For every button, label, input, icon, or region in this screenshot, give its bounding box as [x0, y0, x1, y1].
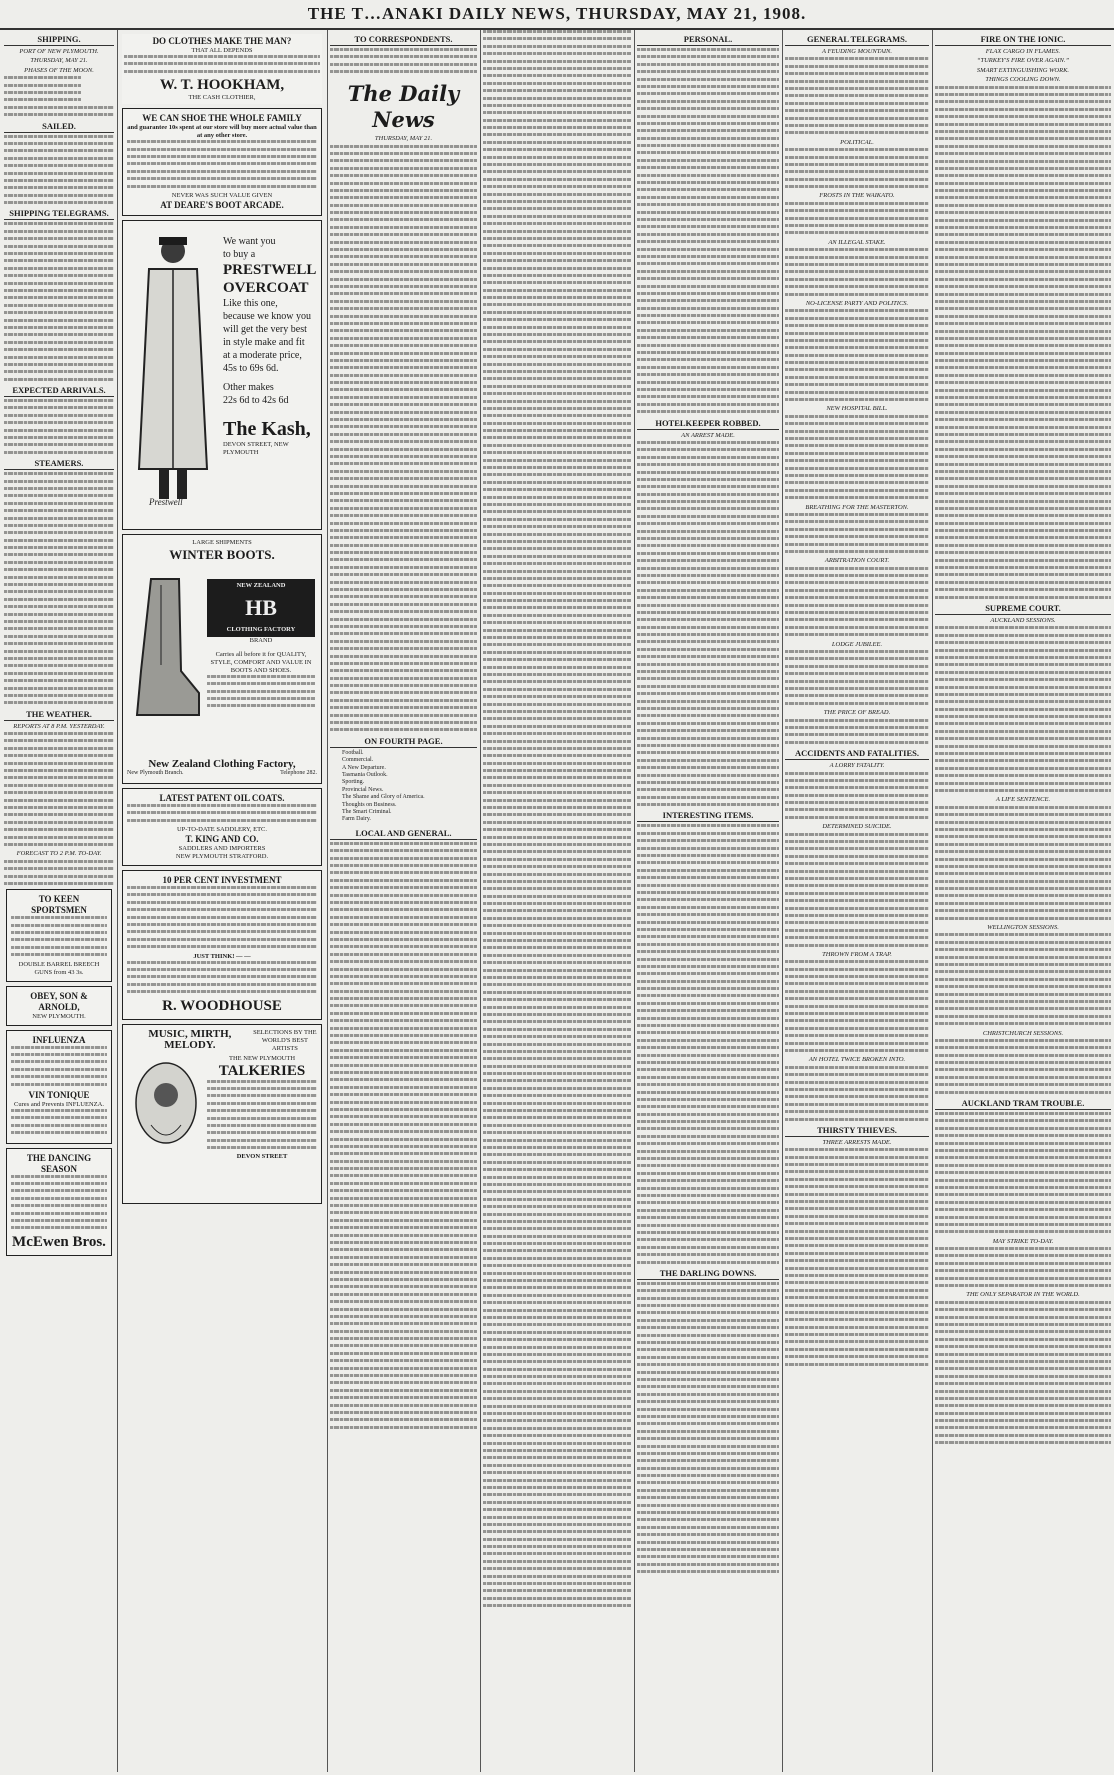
darling-downs-heading: THE DARLING DOWNS. — [637, 1268, 779, 1280]
winter-subheading: LARGE SHIPMENTS — [192, 538, 252, 546]
forecast-subheading: FORECAST TO 2 P.M. TO-DAY. — [16, 850, 102, 858]
masthead — [0, 4, 1114, 30]
fire-subheading-2: “TURKEY'S FIRE OVER AGAIN.” — [976, 57, 1070, 65]
column-fire — [935, 30, 1111, 1775]
talkeries-copy — [207, 1055, 317, 1162]
nzcf-footer-row — [127, 770, 317, 777]
reports-subheading: REPORTS AT 8 P.M. YESTERDAY. — [13, 722, 105, 730]
local-general-heading: LOCAL AND GENERAL. — [330, 828, 477, 840]
sportsmen-ad — [6, 889, 112, 981]
sportsmen-body: DOUBLE BARREL BREECH GUNS from 43 3s. — [18, 960, 100, 976]
dancing-ad — [6, 1148, 112, 1256]
list-item: The Shame and Glory of America. — [342, 794, 425, 801]
prestwell-line: 45s to 69s 6d. — [223, 362, 279, 374]
column-rule — [327, 30, 328, 1772]
interesting-items-heading: INTERESTING ITEMS. — [637, 810, 779, 822]
talkeries-heading: TALKERIES — [218, 1062, 306, 1079]
winter-boots-ad — [122, 534, 322, 784]
dancing-heading: THE DANCING SEASON — [26, 1152, 92, 1174]
vin-tonique-sub: Cures and Prevents INFLUENZA. — [14, 1101, 104, 1108]
moon-subheading: PHASES OF THE MOON. — [24, 66, 94, 74]
talkeries-ad — [122, 1024, 322, 1204]
column-personal — [637, 30, 779, 1775]
column-rule — [117, 30, 118, 1772]
king-name: T. KING AND CO. — [185, 834, 259, 845]
daily-news-title: The Daily News — [347, 81, 460, 133]
prestwell-line: Like this one, — [223, 297, 278, 309]
list-item: Farm Dairy. — [342, 816, 371, 823]
feuding-subheading: A FEUDING MOUNTAIN. — [822, 48, 892, 55]
fire-subheading: FLAX CARGO IN FLAMES. — [985, 48, 1061, 55]
sailed-heading: SAILED. — [4, 121, 114, 133]
column-editorial — [330, 30, 477, 1775]
separator-subheading: THE ONLY SEPARATOR IN THE WORLD. — [966, 1291, 1080, 1299]
patent-heading: LATEST PATENT OIL COATS. — [159, 792, 285, 803]
hotel-subheading: AN HOTEL TWICE BROKEN INTO. — [808, 1056, 906, 1064]
list-item: Sporting. — [342, 779, 365, 786]
thrown-subheading: THROWN FROM A TRAP. — [822, 950, 892, 958]
prestwell-line: Other makes — [223, 381, 274, 393]
think-subheading: JUST THINK! — — — [193, 952, 251, 960]
arrest-subheading: AN ARREST MADE. — [681, 431, 735, 439]
prestwell-line: We want you — [223, 235, 276, 247]
never-subheading: NEVER WAS SUCH VALUE GIVEN — [171, 191, 273, 199]
auckland-sessions-subheading: AUCKLAND SESSIONS. — [990, 616, 1056, 624]
christchurch-sessions-subheading: CHRISTCHURCH SESSIONS. — [982, 1029, 1064, 1037]
hb-text: Carries all before it for QUALITY, STYLE, COMFORT AND VALUE IN BOOTS AND SHOES. — [210, 650, 312, 674]
column-advertisements — [120, 30, 324, 1775]
overcoat-figure-illustration — [129, 229, 217, 509]
correspondents-heading: TO CORRESPONDENTS. — [330, 34, 477, 46]
lodge-subheading: LODGE JUBILEE. — [831, 640, 883, 648]
list-item: A New Departure. — [342, 764, 386, 771]
woodhouse-name: R. WOODHOUSE — [162, 997, 282, 1014]
music-heading: MUSIC, MIRTH, MELODY. — [148, 1027, 232, 1051]
hb-logo-bottom: CLOTHING FACTORY — [207, 623, 315, 637]
fire-heading: FIRE ON THE IONIC. — [935, 34, 1111, 46]
clothes-heading: DO CLOTHES MAKE THE MAN? — [152, 36, 292, 46]
general-telegrams-heading: GENERAL TELEGRAMS. — [785, 34, 929, 46]
column-shipping — [4, 30, 114, 1775]
steamers-heading: STEAMERS. — [4, 458, 114, 470]
nzcf-heading: New Zealand Clothing Factory, — [148, 757, 296, 770]
column-news — [483, 30, 631, 1775]
fourth-page-heading: ON FOURTH PAGE. — [330, 736, 477, 748]
hb-logo-top: NEW ZEALAND — [207, 579, 315, 593]
telegrams-heading: SHIPPING TELEGRAMS. — [4, 208, 114, 220]
suicide-subheading: DETERMINED SUICIDE. — [822, 823, 892, 831]
hookham-name: W. T. HOOKHAM, — [159, 77, 285, 94]
shipping-heading: SHIPPING. — [4, 34, 114, 46]
prestwell-line: in style make and fit — [223, 336, 305, 348]
accidents-heading: ACCIDENTS AND FATALITIES. — [785, 748, 929, 760]
fourth-page-list — [330, 750, 477, 824]
patent-subheading: UP-TO-DATE SADDLERY, ETC. — [176, 826, 268, 834]
list-item: Provincial News. — [342, 786, 384, 793]
list-item: Thoughts on Business. — [342, 801, 397, 808]
kash-name: The Kash, — [223, 417, 311, 440]
prestwell-caption: Prestwell — [149, 496, 183, 507]
king-subheading: SADDLERS AND IMPORTERS — [178, 845, 266, 853]
fire-subheading-4: THINGS COOLING DOWN. — [985, 76, 1061, 84]
arbitration-subheading: ARBITRATION COURT. — [824, 557, 890, 565]
supreme-court-heading: SUPREME COURT. — [935, 603, 1111, 615]
nzcf-branch: New Plymouth Branch. — [127, 769, 184, 776]
obey-ad — [6, 986, 112, 1026]
influenza-heading: INFLUENZA — [32, 1034, 86, 1045]
column-telegrams — [785, 30, 929, 1775]
thirsty-thieves-heading: THIRSTY THIEVES. — [785, 1125, 929, 1137]
talkeries-subheading: THE NEW PLYMOUTH — [228, 1054, 296, 1062]
winter-heading: WINTER BOOTS. — [169, 546, 275, 562]
devon-street: DEVON STREET — [236, 1153, 288, 1161]
column-rule — [634, 30, 635, 1772]
breathing-subheading: BREATHING FOR THE MASTERTON. — [805, 503, 909, 511]
prestwell-line: PRESTWELL — [223, 261, 317, 278]
clothes-subheading: THAT ALL DEPENDS — [191, 47, 253, 54]
frosts-subheading: FROSTS IN THE WAIKATO. — [819, 192, 895, 200]
kash-address: DEVON STREET, NEW PLYMOUTH — [223, 440, 289, 456]
boot-illustration — [131, 575, 201, 725]
prestwell-line: 22s 6d to 42s 6d — [223, 394, 289, 406]
bread-subheading: THE PRICE OF BREAD. — [823, 709, 891, 717]
list-item: Commercial. — [342, 757, 374, 764]
prestwell-line: at a moderate price, — [223, 349, 302, 361]
nzcf-footer — [127, 759, 317, 777]
tram-trouble-heading: AUCKLAND TRAM TROUBLE. — [935, 1098, 1111, 1110]
obey-name: OBEY, SON & ARNOLD, — [30, 990, 88, 1012]
nolicense-subheading: NO-LICENSE PARTY AND POLITICS. — [805, 299, 909, 307]
prestwell-ad — [122, 220, 322, 530]
investment-heading: 10 PER CENT INVESTMENT — [162, 875, 282, 886]
fire-subheading-3: SMART EXTINGUISHING WORK. — [976, 66, 1070, 74]
lorry-subheading: A LORRY FATALITY. — [829, 762, 885, 770]
column-rule — [480, 30, 481, 1772]
hospital-subheading: NEW HOSPITAL BILL. — [826, 405, 888, 413]
personal-heading: PERSONAL. — [637, 34, 779, 46]
dearle-heading: AT DEARE'S BOOT ARCADE. — [160, 199, 284, 210]
gramophone-portrait-illustration — [131, 1055, 201, 1165]
life-sentence-subheading: A LIFE SENTENCE. — [995, 796, 1051, 804]
music-header-row — [127, 1029, 317, 1053]
wellington-sessions-subheading: WELLINGTON SESSIONS. — [987, 924, 1059, 932]
political-subheading: POLITICAL. — [840, 138, 874, 146]
sportsmen-heading: TO KEEN SPORTSMEN — [31, 894, 87, 916]
king-location: NEW PLYMOUTH STRATFORD. — [175, 853, 269, 861]
strike-subheading: MAY STRIKE TO-DAY. — [992, 1237, 1054, 1245]
prestwell-copy — [223, 235, 319, 457]
port-subheading: PORT OF NEW PLYMOUTH. — [19, 48, 99, 55]
prestwell-line: will get the very best — [223, 323, 307, 335]
prestwell-line: to buy a — [223, 248, 256, 260]
hotelkeeper-heading: HOTELKEEPER ROBBED. — [637, 418, 779, 430]
prestwell-line: OVERCOAT — [223, 279, 309, 296]
weather-heading: THE WEATHER. — [4, 709, 114, 721]
masthead-title: THE T…ANAKI DAILY NEWS, THURSDAY, MAY 21, 1908. — [307, 4, 807, 23]
date-line: THURSDAY, MAY 21. — [374, 135, 433, 143]
column-rule — [932, 30, 933, 1772]
clothes-ad — [122, 34, 322, 104]
influenza-ad — [6, 1030, 112, 1144]
nzcf-telephone: Telephone 282. — [280, 769, 317, 776]
hb-logo — [207, 579, 315, 712]
hookham-subheading: THE CASH CLOTHIER, — [188, 94, 256, 102]
expected-heading: EXPECTED ARRIVALS. — [4, 385, 114, 397]
obey-location: NEW PLYMOUTH. — [32, 1012, 86, 1020]
hb-logo-letters: HB — [207, 593, 315, 623]
list-item: The Smart Criminal. — [342, 809, 392, 816]
shoe-heading: WE CAN SHOE THE WHOLE FAMILY — [142, 113, 302, 124]
prestwell-line: because we know you — [223, 310, 312, 322]
shoe-subheading: and guarantee 10s spent at our store will buy more actual value than at any other store. — [127, 124, 317, 140]
music-subheading: SELECTIONS BY THE WORLD'S BEST ARTISTS — [253, 1028, 317, 1052]
date-subheading: THURSDAY, MAY 21. — [30, 57, 88, 65]
illegal-subheading: AN ILLEGAL STAKE. — [828, 238, 886, 246]
hb-brand: BRAND — [249, 636, 273, 644]
shoe-ad — [122, 108, 322, 216]
column-rule — [782, 30, 783, 1772]
investment-ad — [122, 870, 322, 1019]
three-arrests-subheading: THREE ARRESTS MADE. — [822, 1138, 892, 1146]
mcewen-name: McEwen Bros. — [12, 1233, 106, 1250]
vin-tonique-name: VIN TONIQUE — [28, 1090, 90, 1100]
list-item: Tasmania Outlook. — [342, 772, 388, 779]
list-item: Football. — [342, 749, 364, 756]
oil-coats-ad — [122, 788, 322, 866]
